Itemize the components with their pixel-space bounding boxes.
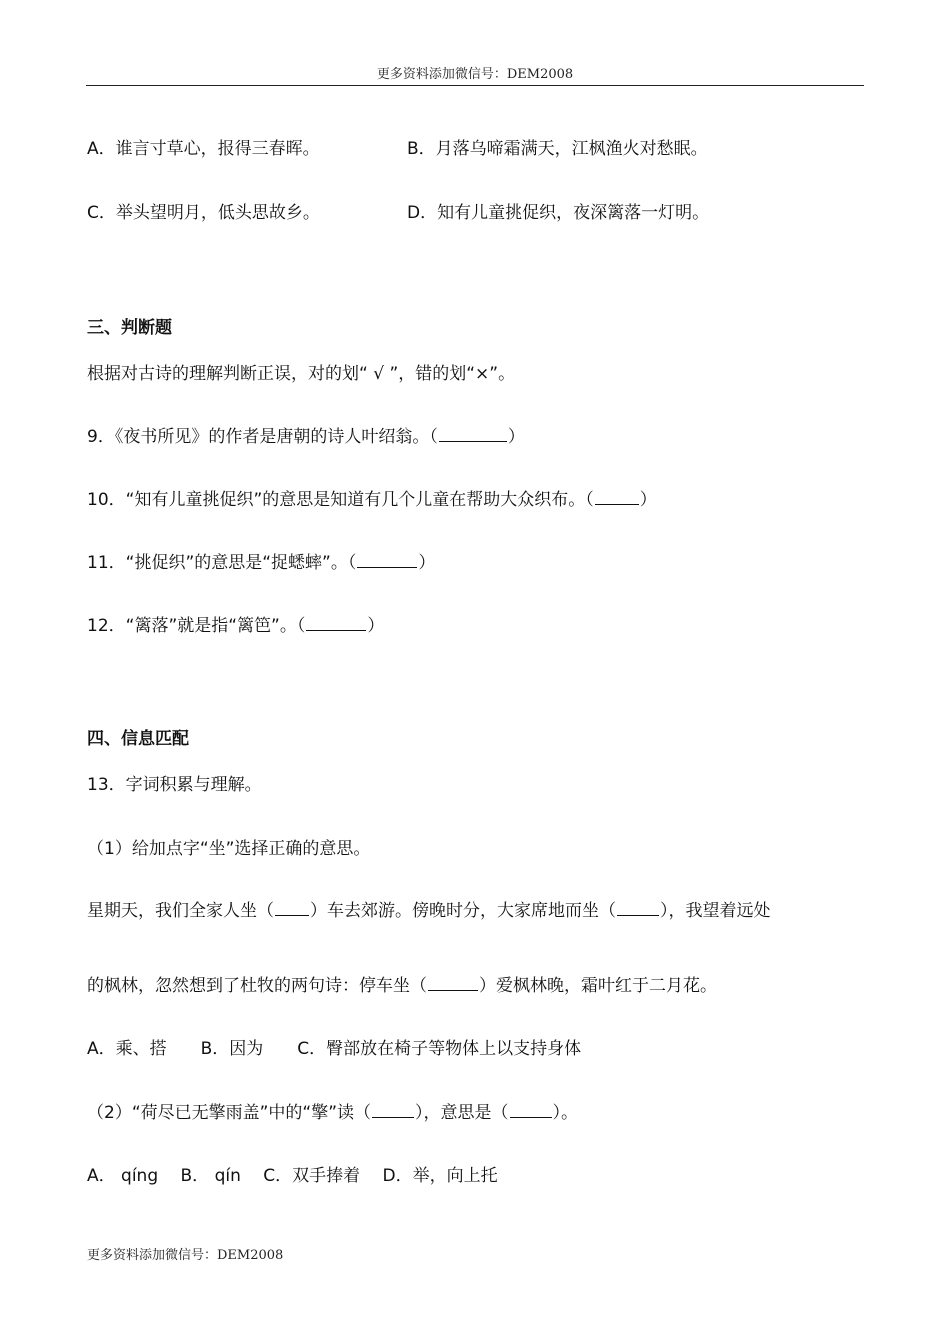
page-footer: 更多资料添加微信号：DEM2008	[87, 1248, 284, 1263]
sentence-segment: ），我望着远处	[660, 901, 771, 921]
answer-blank[interactable]	[510, 1100, 552, 1118]
question-10	[87, 487, 657, 512]
paren-close: ）	[639, 490, 657, 510]
answer-blank[interactable]	[439, 424, 507, 442]
sentence-segment: ）车去郊游。傍晚时分，大家席地而坐（	[310, 901, 616, 921]
page-header: 更多资料添加微信号：DEM2008	[376, 67, 574, 82]
paren-close: ）	[507, 427, 525, 447]
option-b: B．月落乌啼霜满天，江枫渔火对愁眠。	[407, 139, 708, 159]
question-12-text: 12．“篱落”就是指“篱笆”。（	[87, 616, 306, 636]
part1-sentence-line2	[87, 973, 717, 998]
answer-blank[interactable]	[595, 487, 639, 505]
part2-prompt	[87, 1100, 578, 1125]
question-10-text: 10．“知有儿童挑促织”的意思是知道有几个儿童在帮助大众织布。（	[87, 490, 594, 510]
question-13: 13．字词积累与理解。	[87, 775, 262, 795]
option-d: D．知有儿童挑促织，夜深篱落一灯明。	[407, 203, 710, 223]
question-9-text: 9．《夜书所见》的作者是唐朝的诗人叶绍翁。（	[87, 427, 438, 447]
prompt-segment: ）。	[552, 1103, 579, 1123]
paren-close: ）	[418, 553, 436, 573]
section3-title: 三、判断题	[87, 318, 172, 338]
sentence-segment: 的枫林，忽然想到了杜牧的两句诗：停车坐（	[87, 976, 427, 996]
answer-blank[interactable]	[617, 898, 659, 916]
answer-blank[interactable]	[372, 1100, 414, 1118]
sentence-segment: ）爱枫林晚，霜叶红于二月花。	[479, 976, 717, 996]
section4-title: 四、信息匹配	[87, 729, 189, 749]
part1-prompt: （1）给加点字“坐”选择正确的意思。	[87, 839, 371, 859]
answer-blank[interactable]	[428, 973, 478, 991]
answer-blank[interactable]	[275, 898, 309, 916]
part2-options: A． qíng B． qín C．双手捧着 D．举，向上托	[87, 1166, 498, 1186]
question-11	[87, 550, 435, 575]
section3-instruction: 根据对古诗的理解判断正误，对的划“ √ ”，错的划“×”。	[87, 364, 516, 384]
option-a: A．谁言寸草心，报得三春晖。	[87, 139, 320, 159]
paren-close: ）	[367, 616, 385, 636]
question-12	[87, 613, 384, 638]
part1-options: A．乘、搭 B．因为 C．臀部放在椅子等物体上以支持身体	[87, 1039, 582, 1059]
question-11-text: 11．“挑促织”的意思是“捉蟋蟀”。（	[87, 553, 357, 573]
question-9	[87, 424, 525, 449]
header-divider	[86, 85, 864, 86]
answer-blank[interactable]	[357, 550, 417, 568]
option-c: C．举头望明月，低头思故乡。	[87, 203, 320, 223]
sentence-segment: 星期天，我们全家人坐（	[87, 901, 274, 921]
prompt-segment: ），意思是（	[415, 1103, 509, 1123]
prompt-segment: （2）“荷尽已无擎雨盖”中的“擎”读（	[87, 1103, 372, 1123]
answer-blank[interactable]	[306, 613, 366, 631]
part1-sentence-line1	[87, 898, 771, 923]
